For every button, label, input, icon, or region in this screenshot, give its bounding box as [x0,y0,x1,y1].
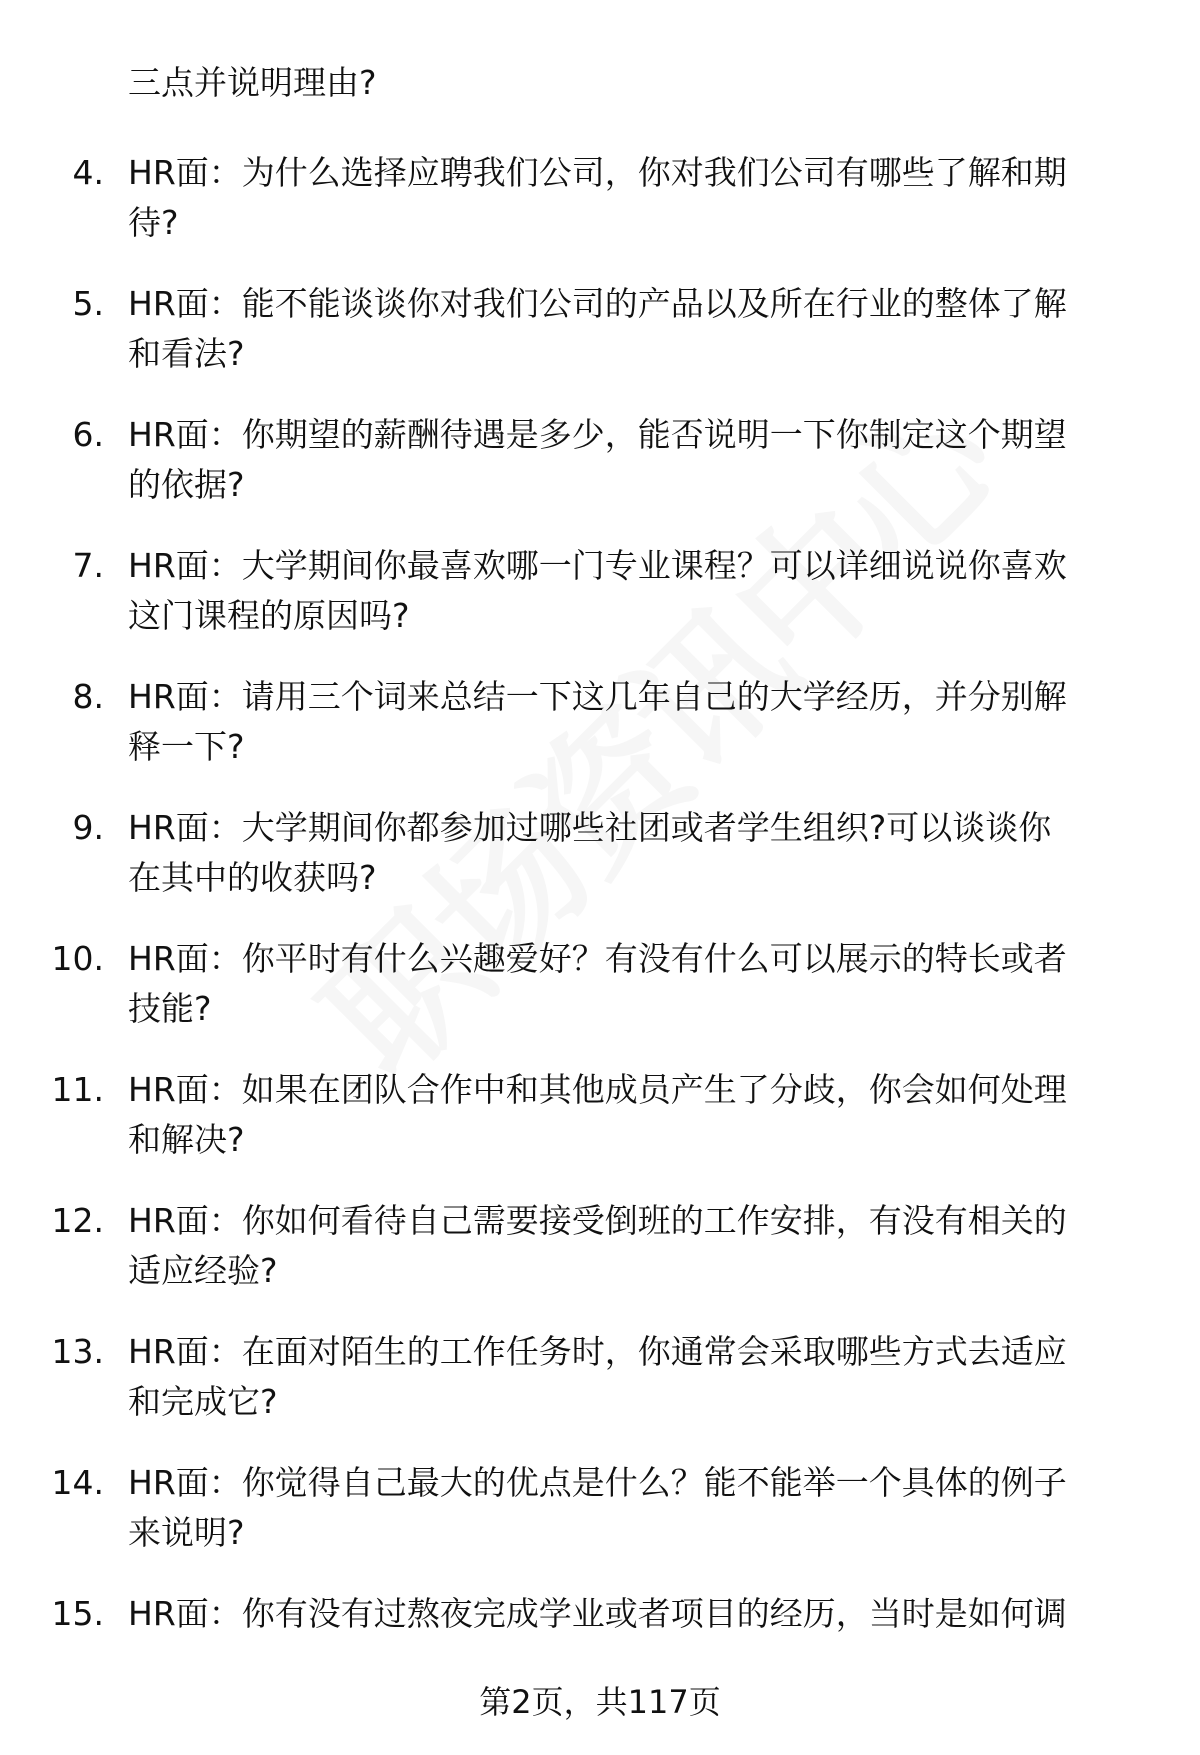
question-text-line: HR面：你觉得自己最大的优点是什么？能不能举一个具体的例子 [128,1463,1067,1502]
question-number: 11. [51,1070,104,1109]
question-item [0,279,1200,410]
question-item [0,1196,1200,1327]
question-text-line: HR面：请用三个词来总结一下这几年自己的大学经历，并分别解 [128,677,1067,716]
question-text-line: HR面：你有没有过熬夜完成学业或者项目的经历，当时是如何调 [128,1594,1067,1633]
question-text [128,934,1168,1034]
question-text [128,1065,1168,1165]
question-text [128,541,1168,641]
question-text [128,148,1168,248]
question-text [128,672,1168,772]
question-number: 10. [51,939,104,978]
question-text-line: 的依据? [128,465,245,504]
question-text-line: 来说明? [128,1513,245,1552]
question-text [128,410,1168,510]
question-number: 6. [72,415,104,454]
question-text-line: 适应经验? [128,1251,278,1290]
question-text [128,1327,1168,1427]
question-text-line: 和完成它? [128,1382,278,1421]
question-text [128,1589,1168,1639]
question-text-line: HR面：你如何看待自己需要接受倒班的工作安排，有没有相关的 [128,1201,1067,1240]
question-item [0,148,1200,279]
question-item [0,934,1200,1065]
question-text-line: 释一下? [128,727,245,766]
question-text-line: 和解决? [128,1120,245,1159]
question-item [0,1065,1200,1196]
question-text-line: HR面：在面对陌生的工作任务时，你通常会采取哪些方式去适应 [128,1332,1067,1371]
question-item [0,1458,1200,1589]
question-text-line: HR面：如果在团队合作中和其他成员产生了分歧，你会如何处理 [128,1070,1067,1109]
question-text-line: HR面：你期望的薪酬待遇是多少，能否说明一下你制定这个期望 [128,415,1067,454]
question-number: 14. [51,1463,104,1502]
question-item [0,803,1200,934]
page-footer: 第2页，共117页 [479,1683,721,1721]
question-text-line: 和看法? [128,334,245,373]
continuation-line: 三点并说明理由? [128,63,377,102]
question-number: 7. [72,546,104,585]
question-text-line: 技能? [128,989,212,1028]
question-number: 15. [51,1594,104,1633]
question-text-line: HR面：为什么选择应聘我们公司，你对我们公司有哪些了解和期 [128,153,1067,192]
question-number: 8. [72,677,104,716]
question-text-line: 这门课程的原因吗? [128,596,410,635]
question-number: 13. [51,1332,104,1371]
question-number: 5. [72,284,104,323]
question-text-line: HR面：你平时有什么兴趣爱好？有没有什么可以展示的特长或者 [128,939,1067,978]
question-item [0,1327,1200,1458]
question-item [0,541,1200,672]
question-text-line: 待? [128,203,179,242]
question-text-line: HR面：大学期间你都参加过哪些社团或者学生组织?可以谈谈你 [128,808,1052,847]
question-text [128,1196,1168,1296]
question-number: 12. [51,1201,104,1240]
question-item [0,672,1200,803]
question-item [0,410,1200,541]
question-text-line: HR面：能不能谈谈你对我们公司的产品以及所在行业的整体了解 [128,284,1067,323]
question-text-line: HR面：大学期间你最喜欢哪一门专业课程？可以详细说说你喜欢 [128,546,1067,585]
question-text [128,279,1168,379]
question-list [0,148,1200,1720]
question-text-line: 在其中的收获吗? [128,858,377,897]
question-number: 9. [72,808,104,847]
question-number: 4. [72,153,104,192]
question-text [128,803,1168,903]
question-text [128,1458,1168,1558]
